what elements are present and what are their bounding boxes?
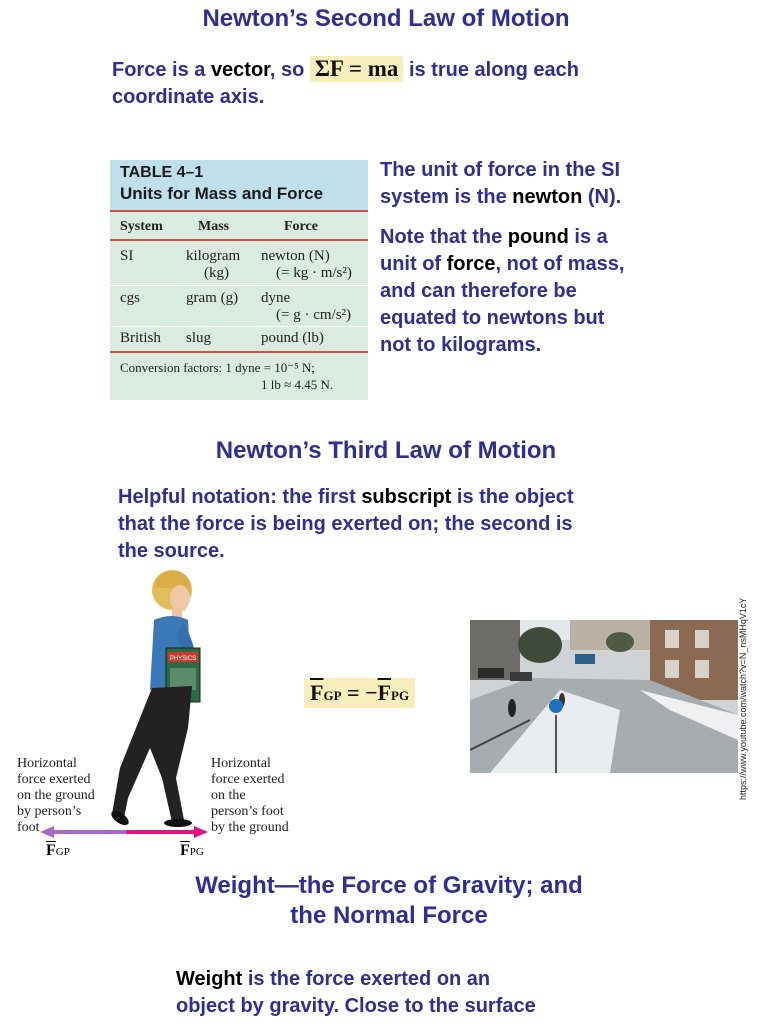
right-force-label [211,756,289,836]
label-line: person’s foot [211,804,284,819]
icy-street-photo [470,620,738,773]
section-title-third-law: Newton’s Third Law of Motion [215,437,557,464]
table-divider [110,326,368,327]
table-divider [110,285,368,286]
table-cell-system: SI [120,248,134,264]
units-table [110,160,368,400]
table-footer-conversion: Conversion factors: 1 dyne = 10⁻⁵ N; [120,360,315,375]
table-header-force: Force [284,219,318,234]
force-arrows [40,824,210,840]
arrow-f-gp-head [40,826,54,838]
units-note-1 [380,157,670,211]
table-rule-top [110,210,368,212]
units-note-2 [380,224,670,359]
video-url-link[interactable]: https://www.youtube.com/watch?v=N_nsMHqV1cY [738,597,748,800]
weight-definition [176,966,736,1020]
table-rule-header [110,239,368,241]
subscript: GP [323,688,342,703]
text-segment: is the force exerted on an [242,968,491,990]
table-caption: Units for Mass and Force [120,184,324,203]
label-f-gp [46,842,70,860]
label-line: by the ground [211,820,289,835]
table-cell-mass: kilogram [186,248,241,264]
walking-person-illustration [80,568,230,838]
text-segment: object by gravity. Close to the surface [176,995,536,1017]
text-segment: is the object [451,486,574,508]
keyword-newton: newton [512,186,583,208]
keyword-weight: Weight [176,968,243,990]
table-cell-force-def: (= kg · m/s²) [276,265,352,281]
vector-f: $\overline{F}$ [310,680,324,705]
text-segment: unit of [380,253,447,275]
video-url-container [738,597,758,820]
arrow-f-pg-head [194,826,208,838]
label-line: force exerted [211,772,285,787]
book-title-text: PHYSICS [169,656,197,662]
text-segment: , not of mass, [495,253,625,275]
equals-minus: = − [341,680,378,705]
third-law-notation [118,484,758,565]
label-line: force exerted [17,772,91,787]
text-segment: The unit of force in the SI [380,159,620,181]
text-segment: is a [568,226,608,248]
text-segment: the source. [118,540,225,562]
title-line: the Normal Force [290,902,488,929]
text-segment: is true along each [403,59,579,81]
keyword-vector: vector [210,59,270,81]
table-footer-conversion-2: 1 lb ≈ 4.45 N. [261,377,334,392]
label-line: on the [211,788,246,803]
section-title-weight [0,871,768,931]
table-cell-mass-unit: (kg) [204,265,229,281]
table-cell-force-def: (= g · cm/s²) [276,307,352,323]
table-rule-bottom [110,351,368,353]
label-line: Horizontal [17,756,77,771]
label-line: foot [17,820,40,835]
table-cell-force: dyne [261,290,291,306]
text-segment: equated to newtons but [380,307,605,329]
table-cell-mass: slug [186,330,212,346]
table-cell-system: cgs [120,290,140,306]
keyword-subscript: subscript [361,486,452,508]
title-line: Weight—the Force of Gravity; and [195,872,583,899]
third-law-equation [304,678,415,708]
table-cell-force: newton (N) [261,248,330,264]
table-header-mass: Mass [198,219,230,234]
text-segment: , so [269,59,310,81]
vector-f: $\overline{F}$ [46,842,56,859]
table-cell-mass: gram (g) [186,290,239,306]
text-segment: system is the [380,186,513,208]
table-title [110,160,368,210]
label-line: by person’s [17,804,82,819]
text-segment: Force is a [112,59,211,81]
label-f-pg [180,842,204,860]
text-segment: (N). [582,186,622,208]
text-segment: coordinate axis. [112,86,265,108]
keyword-force: force [446,253,496,275]
equation-sum-f-ma: ΣF = ma [310,56,404,82]
second-law-text [112,56,732,111]
table-cell-system: British [120,330,161,346]
section-title-second-law: Newton’s Second Law of Motion [202,5,570,32]
text-segment: and can therefore be [380,280,577,302]
vector-f: $\overline{F}$ [180,842,190,859]
label-line: Horizontal [211,756,271,771]
subscript-pg: PG [189,846,204,858]
table-header-system: System [120,219,163,234]
label-line: on the ground [17,788,95,803]
vector-f: $\overline{F}$ [377,680,392,705]
text-segment: not to kilograms. [380,334,542,356]
subscript: PG [391,688,410,703]
text-segment: Helpful notation: the first [118,486,362,508]
text-segment: Note that the [380,226,508,248]
table-cell-force: pound (lb) [261,330,324,346]
subscript-gp: GP [55,846,70,858]
text-segment: that the force is being exerted on; the second is [118,513,573,535]
keyword-pound: pound [507,226,569,248]
table-label: TABLE 4–1 [120,164,204,181]
